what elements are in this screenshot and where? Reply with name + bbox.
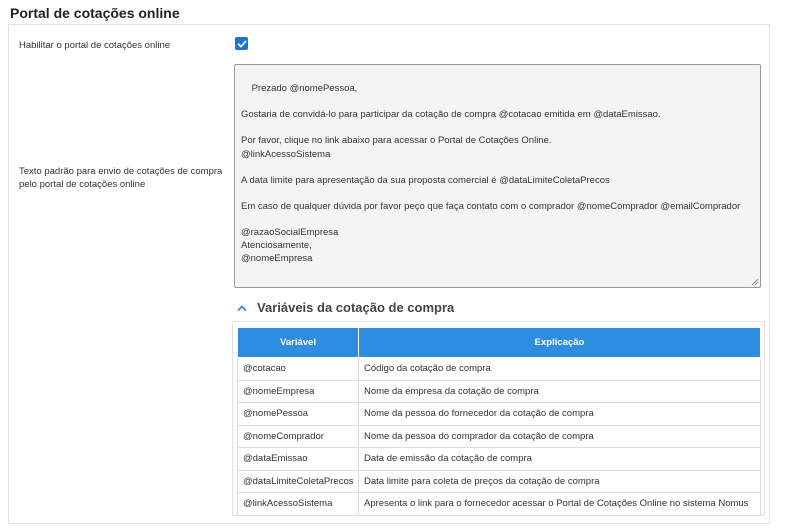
explanation-cell: Nome da pessoa do fornecedor da cotação de compra bbox=[359, 403, 761, 426]
table-row bbox=[238, 380, 761, 403]
table-row bbox=[238, 425, 761, 448]
variable-cell: @nomeEmpresa bbox=[238, 380, 359, 403]
explanation-cell: Nome da pessoa do comprador da cotação de compra bbox=[359, 425, 761, 448]
default-text-label: Texto padrão para envio de cotações de compra pelo portal de cotações online bbox=[19, 166, 223, 190]
column-header-variable: Variável bbox=[238, 328, 359, 358]
variables-table bbox=[237, 327, 761, 516]
section-title: Portal de cotações online bbox=[10, 5, 180, 21]
variables-section-toggle[interactable] bbox=[236, 300, 454, 315]
enable-portal-checkbox[interactable] bbox=[235, 37, 248, 50]
table-row bbox=[238, 358, 761, 381]
variable-cell: @nomePessoa bbox=[238, 403, 359, 426]
explanation-cell: Apresenta o link para o fornecedor acessar o Portal de Cotações Online no sistema Nomus bbox=[359, 493, 761, 516]
enable-portal-label: Habilitar o portal de cotações online bbox=[19, 40, 171, 51]
table-row bbox=[238, 493, 761, 516]
explanation-cell: Data limite para coleta de preços da cotação de compra bbox=[359, 470, 761, 493]
variable-cell: @dataLimiteColetaPrecos bbox=[238, 470, 359, 493]
variable-cell: @linkAcessoSistema bbox=[238, 493, 359, 516]
explanation-cell: Data de emissão da cotação de compra bbox=[359, 448, 761, 471]
variables-section-title: Variáveis da cotação de compra bbox=[257, 300, 455, 315]
table-header-row bbox=[238, 328, 761, 358]
variable-cell: @dataEmissao bbox=[238, 448, 359, 471]
default-text-content: Prezado @nomePessoa, Gostaria de convidá-lo para participar da cotação de compra @cotacao emitida em @dataEmissao. Por favor, clique no link abaixo para acessar o Portal de Cotações Online. @linkAcessoSistema A data limite para apresentação da sua proposta comercial é @dataLimiteColetaPrecos Em caso de qualquer dúvida por favor peço que faça contato com o comprador @nomeComprador @emailComprador @razaoSocialEmpresa Atenciosamente, @nomeEmpresa bbox=[241, 83, 741, 265]
explanation-cell: Código da cotação de compra bbox=[359, 358, 761, 381]
variable-cell: @cotacao bbox=[238, 358, 359, 381]
table-row bbox=[238, 403, 761, 426]
variable-cell: @nomeComprador bbox=[238, 425, 359, 448]
table-row bbox=[238, 470, 761, 493]
variables-table-container bbox=[232, 321, 765, 516]
chevron-up-icon bbox=[236, 302, 248, 314]
explanation-cell: Nome da empresa da cotação de compra bbox=[359, 380, 761, 403]
default-text-textarea[interactable] bbox=[234, 64, 761, 288]
resize-handle-icon[interactable] bbox=[751, 278, 759, 286]
check-icon bbox=[237, 39, 247, 49]
table-row bbox=[238, 448, 761, 471]
column-header-explanation: Explicação bbox=[359, 328, 761, 358]
settings-panel bbox=[8, 24, 770, 524]
